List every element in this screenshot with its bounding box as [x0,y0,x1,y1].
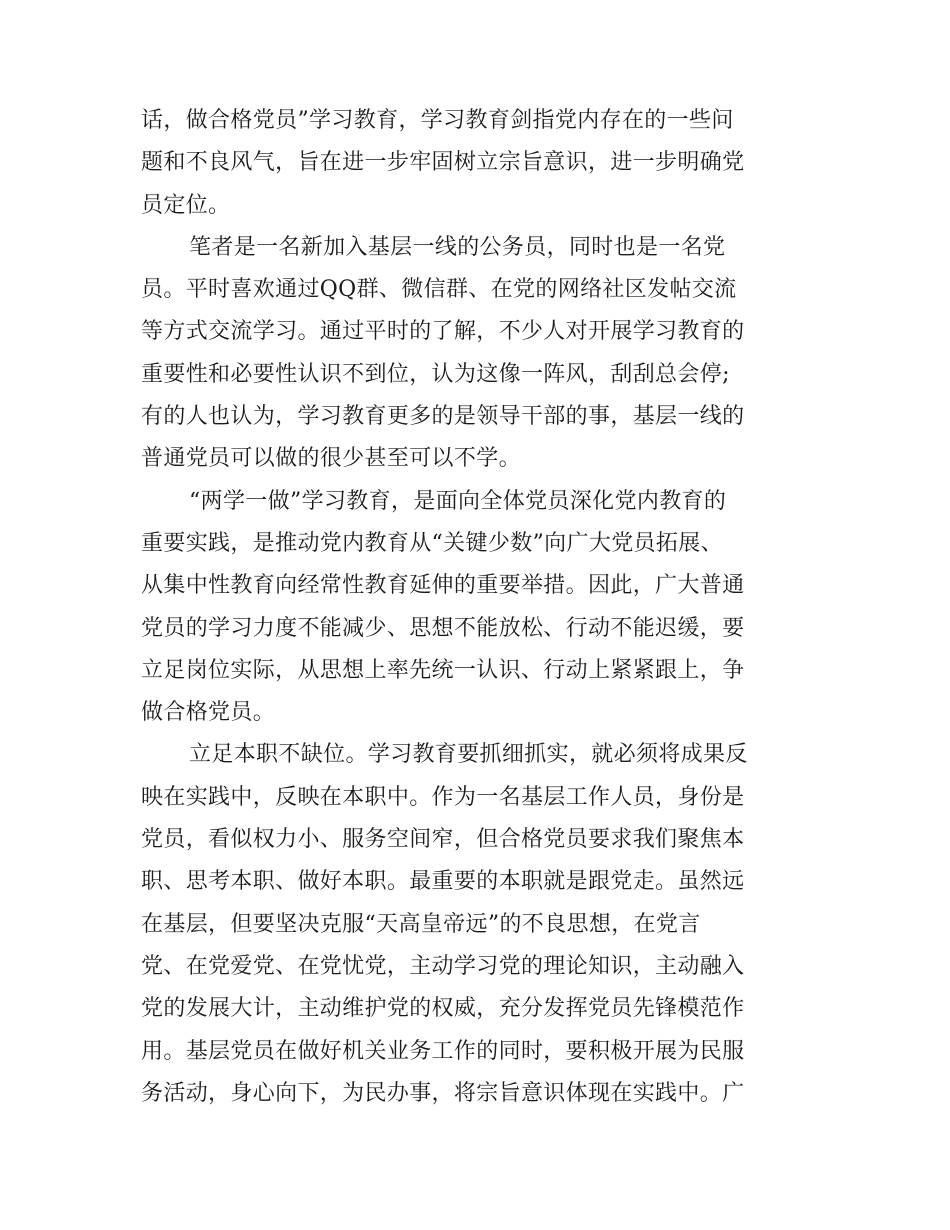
text-line: 做合格党员。 [141,700,276,726]
text-line: 立足岗位实际，从思想上率先统一认识、行动上紧紧跟上，争 [141,657,745,683]
text-line: 员定位。 [141,192,231,218]
text-line: 有的人也认为，学习教育更多的是领导干部的事，基层一线的 [141,404,745,430]
text-line: 话，做合格党员”学习教育，学习教育剑指党内存在的一些问 [141,108,734,133]
text-line: 题和不良风气，旨在进一步牢固树立宗旨意识，进一步明确党 [141,150,745,176]
text-line: 重要性和必要性认识不到位，认为这像一阵风，刮刮总会停; [141,361,730,387]
text-line: 等方式交流学习。通过平时的了解，不少人对开展学习教育的 [141,319,745,345]
text-line: 党员，看似权力小、服务空间窄，但合格党员要求我们聚焦本 [141,827,745,853]
document-body [141,100,813,1115]
text-line: 党员的学习力度不能减少、思想不能放松、行动不能迟缓，要 [141,615,745,641]
text-line: 重要实践，是推动党内教育从“关键少数”向广大党员拓展、 [141,530,723,556]
text-line: 员。平时喜欢通过QQ群、微信群、在党的网络社区发帖交流 [141,277,737,303]
paragraph-first-line: 立足本职不缺位。学习教育要抓细抓实，就必须将成果反 [189,742,748,768]
paragraph-first-line: “两学一做”学习教育，是面向全体党员深化党内教育的 [189,488,727,514]
text-line: 务活动，身心向下，为民办事，将宗旨意识体现在实践中。广 [141,1080,745,1106]
paragraph-first-line: 笔者是一名新加入基层一线的公务员，同时也是一名党 [189,234,726,260]
text-line: 在基层，但要坚决克服“天高皇帝远”的不良思想，在党言 [141,911,701,937]
text-line: 党、在党爱党、在党忧党，主动学习党的理论知识，主动融入 [141,953,745,979]
text-line: 普通党员可以做的很少甚至可以不学。 [141,446,521,472]
text-line: 职、思考本职、做好本职。最重要的本职就是跟党走。虽然远 [141,869,745,895]
text-line: 映在实践中，反映在本职中。作为一名基层工作人员，身份是 [141,784,745,810]
text-line: 从集中性教育向经常性教育延伸的重要举措。因此，广大普通 [141,573,745,599]
text-line: 党的发展大计，主动维护党的权威，充分发挥党员先锋模范作 [141,996,745,1022]
text-line: 用。基层党员在做好机关业务工作的同时，要积极开展为民服 [141,1038,745,1064]
